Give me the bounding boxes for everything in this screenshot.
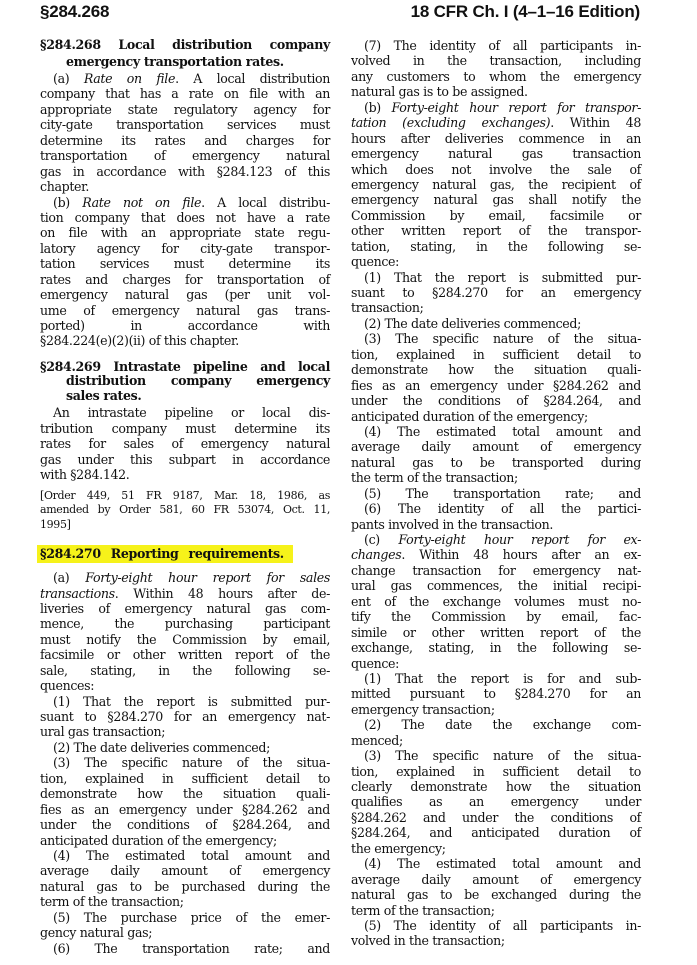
text-run: (c) [364, 532, 399, 547]
text-line: §284.268 Local distribution company [40, 37, 330, 52]
text-line: distribution company emergency [66, 373, 330, 389]
text-line: An intrastate pipeline or local dis- [53, 405, 330, 421]
text-line: ent of the exchange volumes must no- [351, 593, 641, 609]
text-line: (3) The specific nature of the situa- [364, 331, 641, 347]
text-line: emergency natural gas, the recipient of [351, 176, 641, 192]
text-line: (6) The transportation rate; and [53, 940, 330, 956]
text-run: (b) [364, 99, 392, 115]
text-line: menced; [351, 732, 403, 748]
text-line [351, 547, 641, 562]
text-line [40, 586, 330, 601]
text-line: any customers to whom the emergency [351, 68, 641, 84]
text-line: under the conditions of §284.264, and [40, 817, 330, 833]
text-line: (2) The date the exchange com- [364, 717, 641, 733]
text-line: facsimile or other written report of the [40, 647, 330, 663]
text-line: which does not involve the sale of [351, 161, 641, 177]
text-line: (5) The purchase price of the emer- [53, 909, 330, 925]
text-line: natural gas is to be assigned. [351, 84, 528, 100]
text-line: volved in the transaction; [351, 933, 505, 949]
text-line: tation, stating, in the following se- [351, 238, 641, 254]
text-line: suant to §284.270 for an emergency nat- [40, 709, 330, 724]
text-line: average daily amount of emergency [40, 863, 330, 879]
right-column [351, 38, 641, 949]
text-line: transaction; [351, 300, 424, 316]
text-line: §284.262 and under the conditions of [351, 809, 641, 825]
text-line: ported) in accordance with [40, 318, 330, 333]
text-line: the emergency; [351, 840, 446, 856]
text-line: §284.270 Reporting requirements. [37, 545, 293, 563]
text-line: determine its rates and charges for [40, 132, 330, 148]
text-run: (a) [53, 71, 84, 86]
text-line: pants involved in the transaction. [351, 516, 554, 532]
text-line: (5) The transportation rate; and [364, 485, 641, 501]
text-line: tribution company must determine its [40, 420, 330, 436]
text-line: with §284.142. [40, 467, 130, 483]
text-line [40, 570, 330, 585]
text-line: city-gate transportation services must [40, 117, 330, 133]
text-run: . Within 48 [550, 115, 641, 131]
text-line: quence: [351, 254, 400, 270]
text-line: tify the Commission by email, fac- [351, 609, 641, 625]
text-line: emergency transportation rates. [66, 53, 284, 69]
text-line: Commission by email, facsimile or [351, 207, 641, 223]
text-line: (2) The date deliveries commenced; [53, 739, 270, 755]
text-line: emergency transaction; [351, 701, 495, 717]
text-line: gas under this subpart in accordance [40, 451, 330, 467]
text-line: transportation of emergency natural [40, 148, 330, 164]
text-line: company that has a rate on file with an [40, 86, 330, 102]
text-line: natural gas to be transported during [351, 454, 641, 470]
text-run: . Within 48 hours after de- [114, 585, 330, 601]
text-line: fies as an emergency under §284.262 and [40, 801, 330, 817]
text-line: (5) The identity of all participants in- [364, 917, 641, 933]
text-line: tion, explained in sufficient detail to [40, 770, 330, 786]
text-line: latory agency for city-gate transpor- [40, 240, 330, 256]
text-line: emergency natural gas shall notify the [351, 192, 641, 208]
italic-run: Forty-eight hour report for ex- [398, 532, 641, 547]
text-line: emergency natural gas (per unit vol- [40, 287, 330, 303]
text-line: sale, stating, in the following se- [40, 662, 330, 678]
italic-run: transactions [40, 585, 115, 601]
section-heading [40, 545, 330, 563]
italic-run: Forty-eight hour report for transpor- [391, 99, 641, 115]
paragraph-block [351, 38, 641, 949]
text-line: tation services must determine its [40, 256, 330, 272]
text-line: clearly demonstrate how the situation [351, 779, 641, 794]
text-line: rates and charges for transportation of [40, 271, 330, 287]
text-line: 1995] [40, 517, 71, 531]
text-line [40, 195, 330, 210]
text-line: must notify the Commission by email, [40, 631, 330, 647]
text-line: term of the transaction; [40, 894, 184, 910]
text-line [351, 100, 641, 115]
text-line: under the conditions of §284.264, and [351, 393, 641, 409]
text-line: the term of the transaction; [351, 470, 518, 486]
text-line: qualifies as an emergency under [351, 794, 641, 810]
text-line: (3) The specific nature of the situa- [364, 748, 641, 764]
text-line: hours after deliveries commence in an [351, 130, 641, 146]
text-line: rates for sales of emergency natural [40, 436, 330, 452]
paragraph-block [40, 405, 330, 482]
italic-run: changes [351, 547, 402, 563]
text-line: on file with an appropriate state regu- [40, 225, 330, 241]
text-line: sales rates. [66, 387, 142, 403]
text-line: change transaction for emergency nat- [351, 562, 641, 578]
text-line: ural gas commences, the initial recipi- [351, 578, 641, 594]
text-run: (b) [53, 194, 83, 210]
text-line: ural gas transaction; [40, 724, 166, 740]
text-line: tion, explained in sufficient detail to [351, 763, 641, 779]
text-line [351, 115, 641, 130]
paragraph-block [40, 71, 330, 349]
text-line: appropriate state regulatory agency for [40, 101, 330, 117]
text-line: quences: [40, 678, 95, 694]
text-line: volved in the transaction, including [351, 53, 641, 69]
text-line: demonstrate how the situation quali- [351, 362, 641, 378]
text-line: §284.269 Intrastate pipeline and local [40, 358, 330, 374]
text-line: tion, explained in sufficient detail to [351, 346, 641, 362]
italic-run: Rate on file [83, 71, 176, 86]
text-run: . Within 48 hours after an ex- [401, 547, 641, 563]
running-header-title: 18 CFR Ch. I (4–1–16 Edition) [410, 2, 640, 21]
italic-run: Rate not on file [82, 194, 202, 210]
text-line: quence: [351, 655, 400, 671]
text-line [351, 532, 641, 547]
text-line: anticipated duration of the emergency; [351, 408, 588, 424]
text-line: ume of emergency natural gas trans- [40, 302, 330, 318]
italic-run: Forty-eight hour report for sales [85, 570, 330, 586]
text-line: mence, the purchasing participant [40, 616, 330, 632]
section-heading [40, 38, 330, 69]
text-line: fies as an emergency under §284.262 and [351, 377, 641, 393]
text-line: mitted pursuant to §284.270 for an [351, 686, 641, 702]
text-line: term of the transaction; [351, 902, 495, 918]
text-line: chapter. [40, 179, 90, 195]
text-line: [Order 449, 51 FR 9187, Mar. 18, 1986, as [40, 488, 330, 502]
text-line: average daily amount of emergency [351, 439, 641, 455]
text-line: natural gas to be exchanged during the [351, 887, 641, 903]
text-line: average daily amount of emergency [351, 871, 641, 887]
text-line: tion company that does not have a rate [40, 209, 330, 225]
text-line: §284.264, and anticipated duration of [351, 825, 641, 841]
text-line: §284.224(e)(2)(ii) of this chapter. [40, 333, 239, 349]
text-line [40, 71, 330, 86]
text-line: (2) The date deliveries commenced; [364, 315, 581, 331]
text-line: other written report of the transpor- [351, 223, 641, 239]
text-line: simile or other written report of the [351, 624, 641, 640]
text-line: suant to §284.270 for an emergency [351, 285, 641, 300]
text-line: amended by Order 581, 60 FR 53074, Oct. 11, [40, 503, 330, 517]
text-line: (1) That the report is for and sub- [364, 670, 641, 686]
text-line: (4) The estimated total amount and [364, 423, 641, 439]
text-line: emergency natural gas transaction [351, 146, 641, 162]
text-line: gas in accordance with §284.123 of this [40, 163, 330, 179]
left-column [40, 38, 330, 956]
text-run: . A local distribu- [201, 194, 330, 210]
source-citation [40, 489, 330, 533]
text-line: exchange, stating, in the following se- [351, 640, 641, 656]
text-line: (6) The identity of all the partici- [364, 501, 641, 517]
text-line: anticipated duration of the emergency; [40, 832, 277, 848]
paragraph-block [40, 570, 330, 956]
text-line: (1) That the report is submitted pur- [53, 693, 330, 709]
text-line: (3) The specific nature of the situa- [53, 755, 330, 771]
text-line: liveries of emergency natural gas com- [40, 600, 330, 616]
italic-run: tation (excluding exchanges) [351, 115, 551, 131]
text-line: demonstrate how the situation quali- [40, 786, 330, 802]
running-header-section: §284.268 [40, 2, 110, 21]
text-line: natural gas to be purchased during the [40, 878, 330, 894]
text-run: . A local distribution [175, 71, 330, 86]
text-run: (a) [53, 570, 86, 586]
text-line: (4) The estimated total amount and [364, 856, 641, 872]
text-line: (1) That the report is submitted pur- [364, 269, 641, 285]
text-line: gency natural gas; [40, 925, 153, 941]
section-heading [40, 360, 330, 404]
text-line: (4) The estimated total amount and [53, 847, 330, 863]
text-line: (7) The identity of all participants in- [364, 38, 641, 53]
